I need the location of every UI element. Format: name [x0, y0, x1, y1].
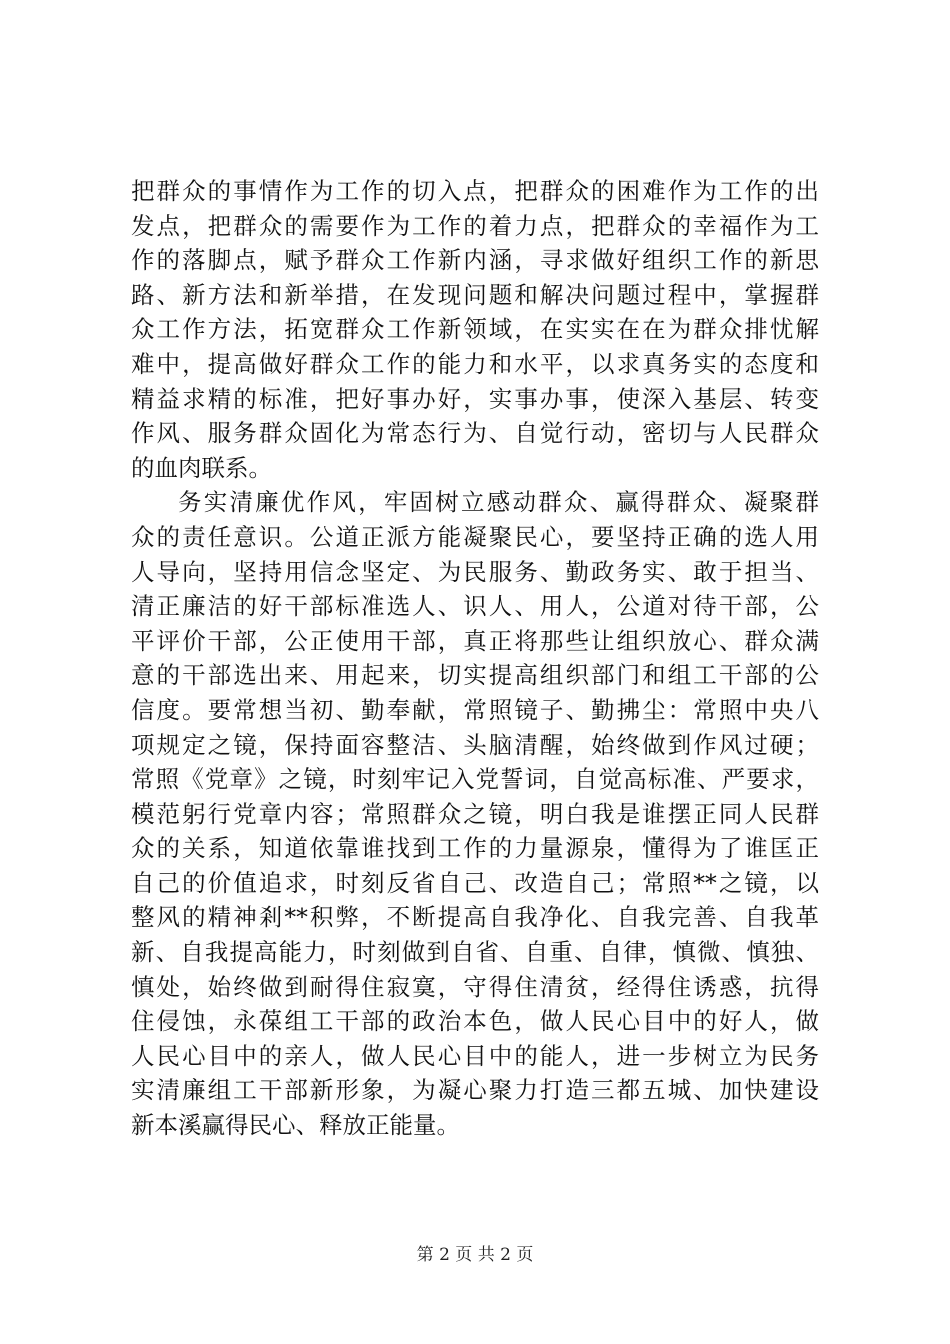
text-line: 清正廉洁的好干部标准选人、识人、用人，公道对待干部，公 — [131, 592, 819, 621]
paragraph-1 — [131, 174, 819, 485]
text-line: 人导向，坚持用信念坚定、为民服务、勤政务实、敢于担当、 — [131, 557, 819, 586]
text-line: 项规定之镜，保持面容整洁、头脑清醒，始终做到作风过硬； — [131, 730, 819, 759]
text-line: 意的干部选出来、用起来，切实提高组织部门和组工干部的公 — [131, 661, 819, 690]
text-line: 模范躬行党章内容；常照群众之镜，明白我是谁摆正同人民群 — [131, 799, 819, 828]
text-line: 信度。要常想当初、勤奉献，常照镜子、勤拂尘：常照中央八 — [131, 695, 819, 724]
text-line: 发点，把群众的需要作为工作的着力点，把群众的幸福作为工 — [131, 211, 819, 240]
text-line: 众的责任意识。公道正派方能凝聚民心，要坚持正确的选人用 — [131, 522, 819, 551]
paragraph-2 — [131, 485, 819, 1142]
text-line: 常照《党章》之镜，时刻牢记入党誓词，自觉高标准、严要求， — [131, 765, 819, 794]
text-line: 众工作方法，拓宽群众工作新领域，在实实在在为群众排忧解 — [131, 315, 819, 344]
text-line: 人民心目中的亲人，做人民心目中的能人，进一步树立为民务 — [131, 1041, 819, 1070]
text-line: 务实清廉优作风，牢固树立感动群众、赢得群众、凝聚群 — [178, 488, 819, 517]
text-line: 把群众的事情作为工作的切入点，把群众的困难作为工作的出 — [131, 177, 819, 205]
text-line: 难中，提高做好群众工作的能力和水平，以求真务实的态度和 — [131, 349, 819, 378]
text-line: 路、新方法和新举措，在发现问题和解决问题过程中，掌握群 — [131, 280, 819, 309]
text-line: 精益求精的标准，把好事办好，实事办事，使深入基层、转变 — [131, 384, 819, 413]
body-text — [131, 174, 819, 1143]
text-line: 住侵蚀，永葆组工干部的政治本色，做人民心目中的好人，做 — [131, 1007, 819, 1036]
text-line: 的血肉联系。 — [131, 453, 272, 482]
text-line: 作的落脚点，赋予群众工作新内涵，寻求做好组织工作的新思 — [131, 246, 819, 275]
page-number-footer: 第 2 页 共 2 页 — [416, 1245, 534, 1265]
text-line: 新本溪赢得民心、释放正能量。 — [131, 1111, 460, 1140]
text-line: 实清廉组工干部新形象，为凝心聚力打造三都五城、加快建设 — [131, 1076, 819, 1105]
text-line: 作风、服务群众固化为常态行为、自觉行动，密切与人民群众 — [131, 419, 819, 448]
text-line: 新、自我提高能力，时刻做到自省、自重、自律，慎微、慎独、 — [131, 938, 819, 967]
text-line: 整风的精神剎**积弊，不断提高自我净化、自我完善、自我革 — [131, 903, 819, 932]
text-line: 慎处，始终做到耐得住寂寞，守得住清贫，经得住诱惑，抗得 — [131, 972, 819, 1001]
text-line: 平评价干部，公正使用干部，真正将那些让组织放心、群众满 — [131, 626, 819, 655]
text-line: 众的关系，知道依靠谁找到工作的力量源泉，懂得为了谁匡正 — [131, 834, 819, 863]
text-line: 自己的价值追求，时刻反省自己、改造自己；常照**之镜，以 — [131, 868, 819, 897]
